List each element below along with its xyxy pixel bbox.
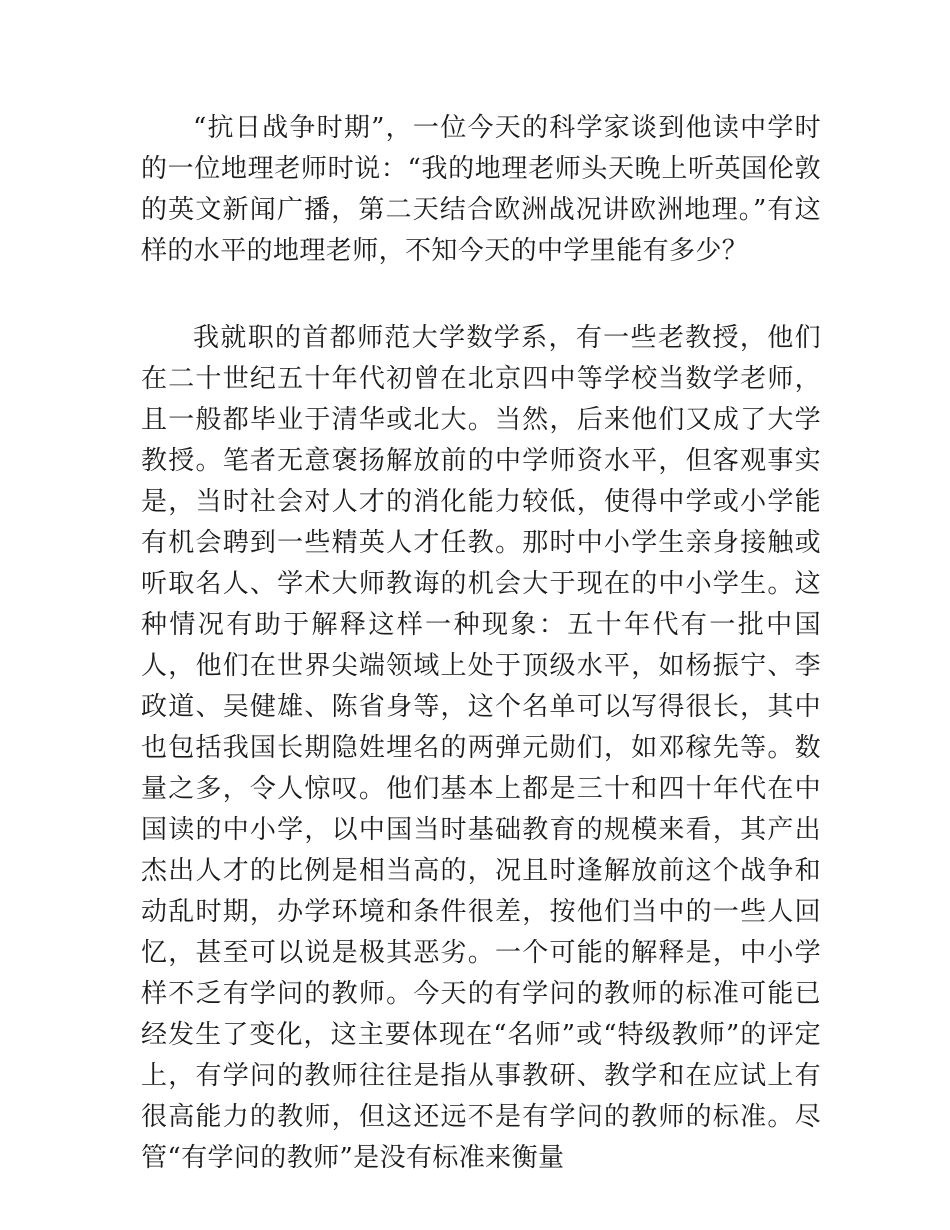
paragraph-geography-teacher: “抗日战争时期”，一位今天的科学家谈到他读中学时的一位地理老师时说：“我的地理老师头天晚上听英国伦敦的英文新闻广播，第二天结合欧洲战况讲欧洲地理。”有这样的水平的地理老师，不知今天的中学里能有多少？ (141, 113, 821, 266)
paragraph-teacher-quality: 我就职的首都师范大学数学系，有一些老教授，他们在二十世纪五十年代初曾在北京四中等学校当数学老师，且一般都毕业于清华或北大。当然，后来他们又成了大学教授。笔者无意褒扬解放前的中学师资水平，但客观事实是，当时社会对人才的消化能力较低，使得中学或小学能有机会聘到一些精英人才任教。那时中小学生亲身接触或听取名人、学术大师教诲的机会大于现在的中小学生。这种情况有助于解释这样一种现象：五十年代有一批中国人，他们在世界尖端领域上处于顶级水平，如杨振宁、李政道、吴健雄、陈省身等，这个名单可以写得很长，其中也包括我国长期隐姓埋名的两弹元勋们，如邓稼先等。数量之多，令人惊叹。他们基本上都是三十和四十年代在中国读的中小学，以中国当时基础教育的规模来看，其产出杰出人才的比例是相当高的，况且时逢解放前这个战争和动乱时期，办学环境和条件很差，按他们当中的一些人回忆，甚至可以说是极其恶劣。一个可能的解释是，中小学样不乏有学问的教师。今天的有学问的教师的标准可能已经发生了变化，这主要体现在“名师”或“特级教师”的评定上，有学问的教师往往是指从事教研、教学和在应试上有很高能力的教师，但这还远不是有学问的教师的标准。尽管“有学问的教师”是没有标准来衡量 (141, 323, 821, 1173)
